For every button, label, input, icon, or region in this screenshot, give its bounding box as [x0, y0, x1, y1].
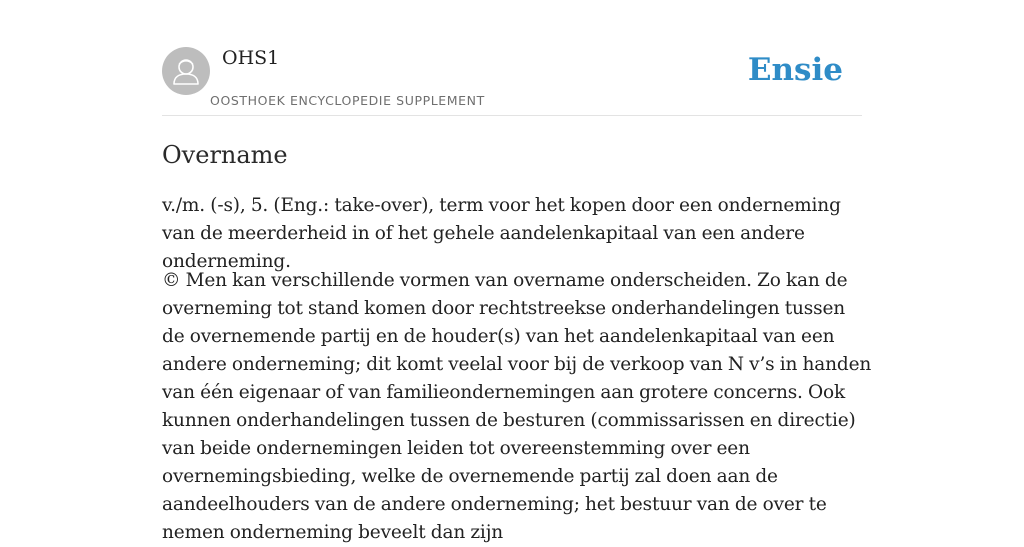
page-title: Overname	[162, 141, 288, 169]
source-label[interactable]: OOSTHOEK ENCYCLOPEDIE SUPPLEMENT	[210, 93, 485, 108]
brand-logo[interactable]: Ensie	[747, 52, 843, 88]
definition-paragraph: v./m. (-s), 5. (Eng.: take-over), term voor het kopen door een onderneming van de meerderheid in of het gehele aandelenkapitaal van een andere onderneming.	[162, 195, 841, 272]
page-container	[162, 0, 872, 543]
author-avatar[interactable]	[162, 47, 210, 95]
user-icon	[162, 47, 210, 95]
author-name[interactable]: OHS1	[222, 47, 280, 69]
body-paragraph: © Men kan verschillende vormen van overname onderscheiden. Zo kan de overneming tot stand komen door rechtstreekse onderhandelingen tussen de overnemende partij en de houder(s) van het aandelenkapitaal van een andere onderneming; dit komt veelal voor bij de verkoop van N v’s in handen van één eigenaar of van familieondernemingen aan grotere concerns. Ook kunnen onderhandelingen tussen de besturen (commissarissen en directie) van beide ondernemingen leiden tot overeenstemming over een overnemingsbieding, welke de overnemende partij zal doen aan de aandeelhouders van de andere onderneming; het bestuur van de over te nemen onderneming beveelt dan zijn	[162, 270, 872, 543]
entry-header	[162, 0, 862, 116]
